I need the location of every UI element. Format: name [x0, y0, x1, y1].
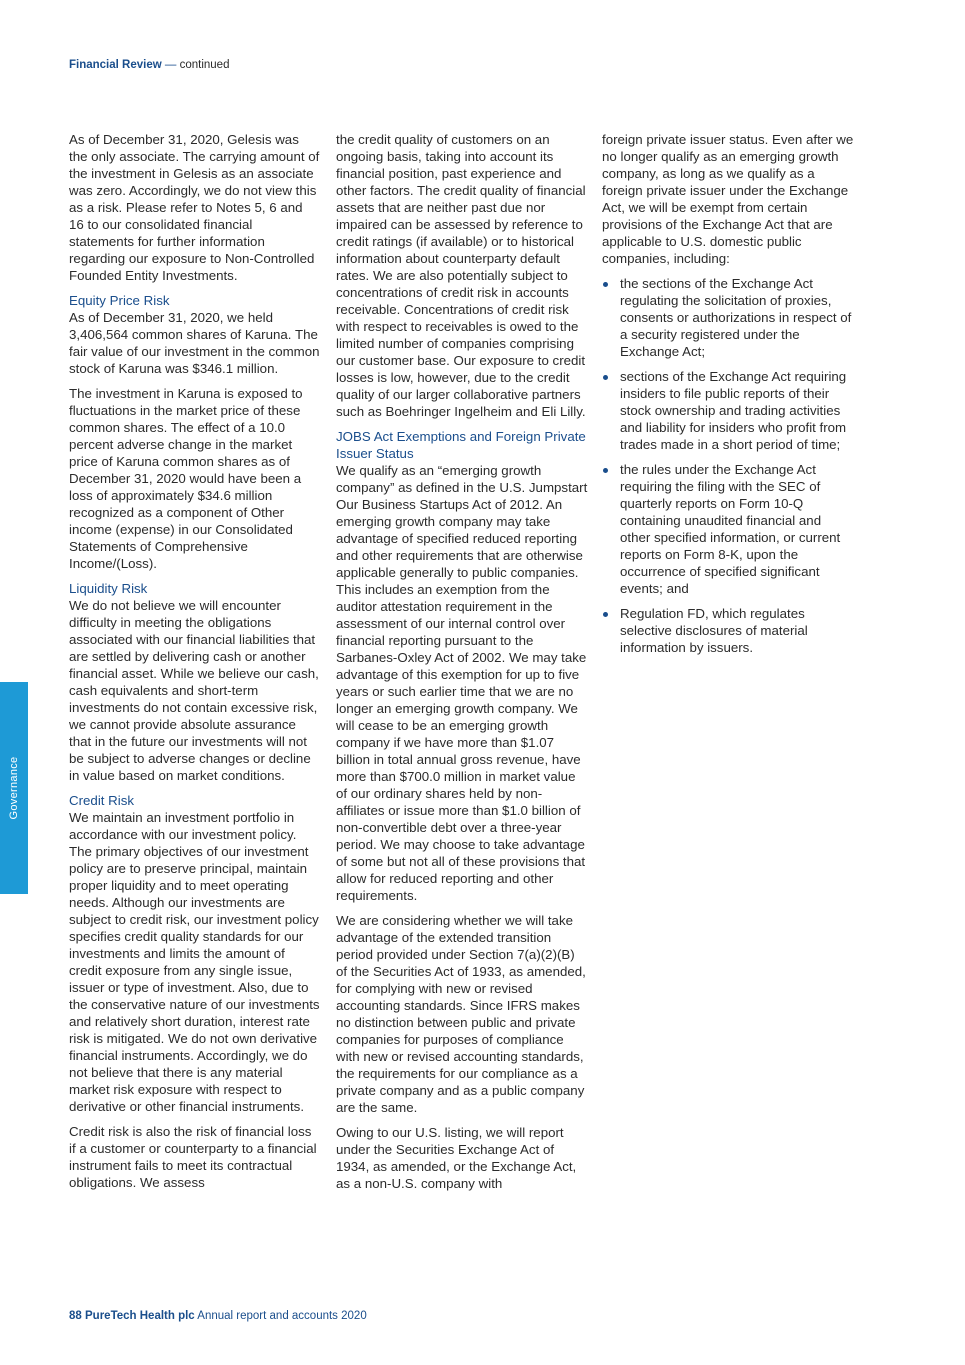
bullet-icon	[603, 375, 608, 380]
paragraph-foreign-issuer: foreign private issuer status. Even after we no longer qualify as an emerging growth company, as long as we qualify as a foreign private issuer under the Exchange Act, we will be exempt from certain provisions of the Exchange Act that are applicable to U.S. domestic public companies, including:	[602, 132, 854, 266]
page-number: 88	[69, 1310, 82, 1322]
page-footer	[69, 1309, 367, 1323]
paragraph-equity-2: The investment in Karuna is exposed to fluctuations in the market price of these common shares. The effect of a 10.0 percent adverse change in the market price of Karuna common shares as of December 31, 2020 would have been a loss of approximately $34.6 million recognized as a component of Other income (expense) in our Consolidated Statements of Comprehensive Income/(Loss).	[69, 386, 303, 571]
list-item	[602, 275, 854, 360]
heading-jobs-act: JOBS Act Exemptions and Foreign Private Issuer Status	[336, 429, 586, 461]
list-item-text: Regulation FD, which regulates selective disclosures of material information by issuers.	[620, 606, 808, 655]
bullet-icon	[603, 468, 608, 473]
section-title: Financial Review	[69, 59, 162, 71]
column-1	[69, 131, 321, 1199]
list-item	[602, 605, 854, 656]
exemption-list	[602, 275, 854, 656]
paragraph-jobs-1: We qualify as an “emerging growth company” as defined in the U.S. Jumpstart Our Business Startups Act of 2012. An emerging growth company may take advantage of specified reduced reporting and other requirements that are otherwise applicable generally to public companies. This includes an exemption from the auditor attestation requirement in the assessment of our internal control over financial reporting pursuant to the Sarbanes-Oxley Act of 2002. We may take advantage of this exemption for up to five years or such earlier time that we are no longer an emerging growth company. We will cease to be an emerging growth company if we have more than $1.07 billion in total annual gross revenue, have more than $700.0 million in market value of our ordinary shares held by non-affiliates or issue more than $1.0 billion of non-convertible debt over a three-year period. We may choose to take advantage of some but not all of these provisions that allow for reduced reporting and other requirements.	[336, 463, 588, 903]
list-item	[602, 461, 854, 597]
paragraph-credit-2: Credit risk is also the risk of financial loss if a customer or counterparty to a financial instrument fails to meet its contractual obligations. We assess	[69, 1124, 317, 1190]
list-item-text: the sections of the Exchange Act regulating the solicitation of proxies, consents or authorizations in respect of a security registered under the Exchange Act;	[620, 276, 852, 359]
paragraph-associates: As of December 31, 2020, Gelesis was the only associate. The carrying amount of the investment in Gelesis as an associate was zero. Accordingly, we do not view this as a risk. Please refer to Notes 5, 6 and 16 to our consolidated financial statements for further information regarding our exposure to Non-Controlled Founded Entity Investments.	[69, 132, 320, 283]
heading-liquidity-risk: Liquidity Risk	[69, 581, 148, 596]
heading-credit-risk: Credit Risk	[69, 793, 135, 808]
running-header	[69, 58, 229, 72]
company-name: PureTech Health plc	[85, 1310, 195, 1322]
paragraph-credit-quality: the credit quality of customers on an ongoing basis, taking into account its financial position, past experience and other factors. The credit quality of financial assets that are neither past due nor impaired can be assessed by reference to credit ratings (if available) or to historical information about counterparty default rates. We are also potentially subject to concentrations of credit risk in accounts receivable. Concentrations of credit risk with respect to receivables is owed to the limited number of companies comprising our customer base. Our exposure to credit losses is low, however, due to the credit quality of our larger collaborative partners such as Boehringer Ingelheim and Eli Lilly.	[336, 132, 586, 419]
header-continued: continued	[179, 59, 230, 71]
list-item-text: the rules under the Exchange Act requiring the filing with the SEC of quarterly reports on Form 10-Q containing unaudited financial and other specified information, or current reports on Form 8-K, upon the occurrence of specified significant events; and	[620, 462, 841, 596]
paragraph-credit-1: We maintain an investment portfolio in accordance with our investment policy. The primary objectives of our investment policy are to preserve principal, maintain proper liquidity and to meet operating needs. Although our investments are subject to credit risk, our investment policy specifies credit quality standards for our investments and limits the amount of credit exposure from any single issue, issuer or type of investment. Also, due to the conservative nature of our investments and relatively short duration, interest rate risk is mitigated. We do not own derivative financial instruments. Accordingly, we do not believe that there is any material market risk exposure with respect to derivative or other financial instruments.	[69, 810, 320, 1114]
side-tab-label: Governance	[8, 756, 20, 820]
governance-side-tab	[0, 682, 28, 894]
list-item	[602, 368, 854, 453]
bullet-icon	[603, 612, 608, 617]
header-separator: —	[164, 59, 177, 71]
paragraph-liquidity: We do not believe we will encounter difficulty in meeting the obligations associated with our financial liabilities that are settled by delivering cash or another financial asset. While we believe our cash, cash equivalents and short-term investments do not contain excessive risk, we cannot provide absolute assurance that in the future our investments will not be subject to adverse changes or decline in value based on market conditions.	[69, 598, 319, 783]
column-2	[336, 131, 588, 1200]
paragraph-equity-1: As of December 31, 2020, we held 3,406,564 common shares of Karuna. The fair value of our investment in the common stock of Karuna was $346.1 million.	[69, 310, 320, 376]
heading-equity-price-risk: Equity Price Risk	[69, 293, 170, 308]
paragraph-jobs-2: We are considering whether we will take advantage of the extended transition period provided under Section 7(a)(2)(B) of the Securities Act of 1933, as amended, for complying with new or revised accounting standards. Since IFRS makes no distinction between public and private companies for purposes of compliance with new or revised accounting standards, the requirements for our compliance as a private company and as a public company are the same.	[336, 913, 586, 1115]
column-3	[602, 131, 854, 664]
report-title: Annual report and accounts 2020	[197, 1310, 367, 1322]
paragraph-jobs-3: Owing to our U.S. listing, we will report under the Securities Exchange Act of 1934, as amended, or the Exchange Act, as a non-U.S. company with	[336, 1125, 577, 1191]
bullet-icon	[603, 282, 608, 287]
list-item-text: sections of the Exchange Act requiring insiders to file public reports of their stock ownership and trading activities and liability for insiders who profit from trades made in a short period of time;	[620, 369, 847, 452]
